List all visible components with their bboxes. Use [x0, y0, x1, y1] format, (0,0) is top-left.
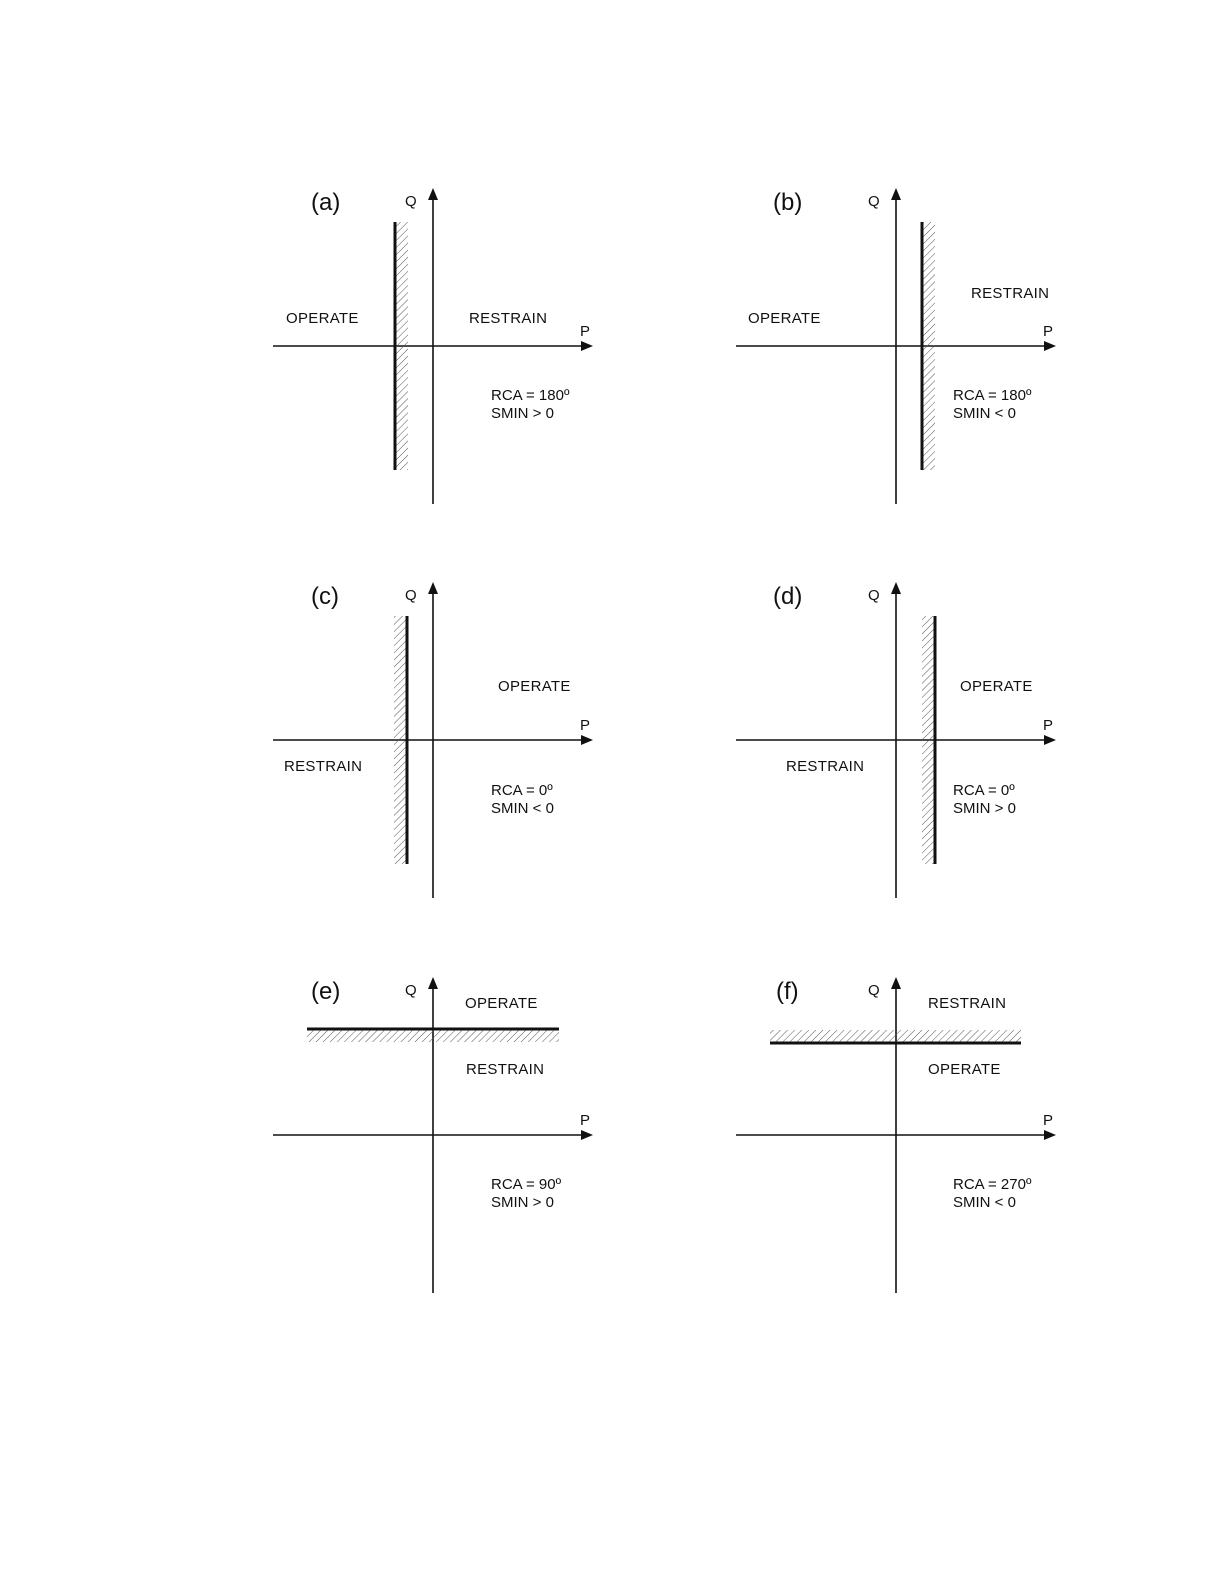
- p-axis-label: P: [580, 323, 591, 340]
- smin-value: SMIN < 0: [953, 405, 1016, 422]
- q-axis-label: Q: [405, 193, 417, 210]
- rca-value: RCA = 180º: [491, 387, 570, 404]
- hatch-region: [770, 1030, 1021, 1043]
- region-label-restrain: RESTRAIN: [469, 310, 548, 327]
- region-label-operate: OPERATE: [465, 995, 538, 1012]
- panel-label: (b): [773, 189, 803, 216]
- q-axis-label: Q: [405, 982, 417, 999]
- region-label-restrain: RESTRAIN: [971, 285, 1050, 302]
- region-label-restrain: RESTRAIN: [786, 758, 865, 775]
- region-label-restrain: RESTRAIN: [466, 1061, 545, 1078]
- region-label-operate: OPERATE: [928, 1061, 1001, 1078]
- rca-value: RCA = 180º: [953, 387, 1032, 404]
- p-axis-label: P: [580, 717, 591, 734]
- q-axis-label: Q: [868, 193, 880, 210]
- smin-value: SMIN > 0: [953, 800, 1016, 817]
- q-axis-label: Q: [868, 982, 880, 999]
- panel-d: [736, 582, 1056, 898]
- panel-b: [736, 188, 1056, 504]
- panel-label: (c): [311, 583, 339, 610]
- region-label-restrain: RESTRAIN: [928, 995, 1007, 1012]
- p-axis-arrow-icon: [581, 1130, 593, 1140]
- hatch-region: [394, 616, 407, 864]
- smin-value: SMIN < 0: [491, 800, 554, 817]
- panel-f: [736, 977, 1056, 1293]
- rca-value: RCA = 270º: [953, 1176, 1032, 1193]
- region-label-operate: OPERATE: [286, 310, 359, 327]
- panel-c: [273, 582, 593, 898]
- panel-label: (e): [311, 978, 341, 1005]
- panel-label: (d): [773, 583, 803, 610]
- q-axis-arrow-icon: [428, 188, 438, 200]
- region-label-operate: OPERATE: [748, 310, 821, 327]
- p-axis-label: P: [1043, 1112, 1054, 1129]
- rca-value: RCA = 0º: [953, 782, 1015, 799]
- panel-label: (f): [776, 978, 799, 1005]
- panel-e: [273, 977, 593, 1293]
- q-axis-arrow-icon: [891, 582, 901, 594]
- p-axis-arrow-icon: [1044, 735, 1056, 745]
- p-axis-label: P: [1043, 717, 1054, 734]
- region-label-restrain: RESTRAIN: [284, 758, 363, 775]
- q-axis-arrow-icon: [428, 582, 438, 594]
- smin-value: SMIN > 0: [491, 1194, 554, 1211]
- p-axis-arrow-icon: [581, 735, 593, 745]
- p-axis-arrow-icon: [1044, 1130, 1056, 1140]
- rca-value: RCA = 0º: [491, 782, 553, 799]
- hatch-region: [395, 222, 408, 470]
- q-axis-arrow-icon: [428, 977, 438, 989]
- q-axis-label: Q: [868, 587, 880, 604]
- panel-a: [273, 188, 593, 504]
- region-label-operate: OPERATE: [960, 678, 1033, 695]
- p-axis-label: P: [580, 1112, 591, 1129]
- smin-value: SMIN > 0: [491, 405, 554, 422]
- p-axis-arrow-icon: [581, 341, 593, 351]
- panel-label: (a): [311, 189, 341, 216]
- region-label-operate: OPERATE: [498, 678, 571, 695]
- hatch-region: [922, 616, 935, 864]
- p-axis-arrow-icon: [1044, 341, 1056, 351]
- rca-value: RCA = 90º: [491, 1176, 562, 1193]
- hatch-region: [307, 1029, 559, 1042]
- smin-value: SMIN < 0: [953, 1194, 1016, 1211]
- hatch-region: [922, 222, 935, 470]
- q-axis-arrow-icon: [891, 977, 901, 989]
- p-axis-label: P: [1043, 323, 1054, 340]
- q-axis-label: Q: [405, 587, 417, 604]
- q-axis-arrow-icon: [891, 188, 901, 200]
